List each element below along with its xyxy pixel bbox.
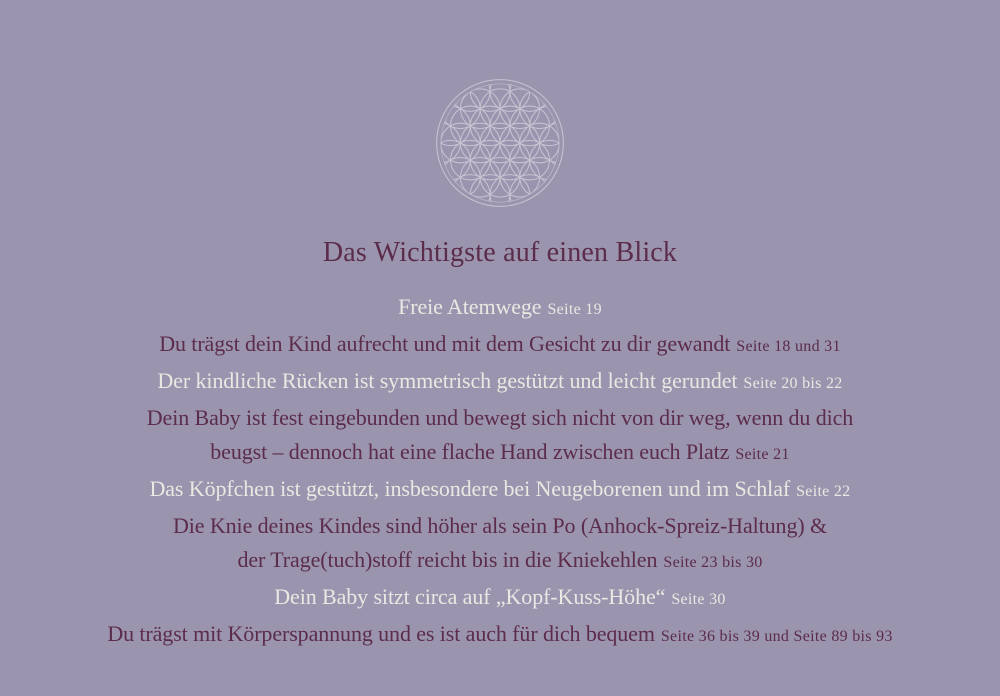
item-text: der Trage(tuch)stoff reicht bis in die Kniekehlen (237, 547, 658, 572)
page-reference: Seite 22 (796, 483, 851, 500)
page-reference: Seite 20 bis 22 (743, 375, 843, 392)
item-text: beugst – dennoch hat eine flache Hand zwischen euch Platz (210, 439, 730, 464)
list-item (25, 617, 975, 654)
list-item (25, 327, 975, 364)
checklist (25, 290, 975, 654)
page-reference: Seite 36 bis 39 und Seite 89 bis 93 (660, 628, 893, 645)
item-text: Das Köpfchen ist gestützt, insbesondere bei Neugeborenen und im Schlaf (149, 476, 791, 501)
list-item (25, 472, 975, 509)
item-text: Die Knie deines Kindes sind höher als sein Po (Anhock-Spreiz-Haltung) & (173, 513, 827, 538)
item-text: Dein Baby ist fest eingebunden und bewegt sich nicht von dir weg, wenn du dich (146, 405, 854, 430)
list-item (25, 364, 975, 401)
page-title: Das Wichtigste auf einen Blick (322, 237, 678, 268)
item-text: Du trägst mit Körperspannung und es ist auch für dich bequem (107, 621, 655, 646)
page-reference: Seite 21 (735, 446, 790, 463)
page-reference: Seite 18 und 31 (736, 338, 841, 355)
item-text: Dein Baby sitzt circa auf „Kopf-Kuss-Höhe“ (274, 584, 666, 609)
page-reference: Seite 23 bis 30 (663, 554, 763, 571)
page-reference: Seite 19 (547, 301, 602, 318)
list-item (25, 509, 975, 580)
flower-of-life-icon (434, 77, 566, 209)
item-text: Freie Atemwege (398, 294, 542, 319)
item-text: Der kindliche Rücken ist symmetrisch gestützt und leicht gerundet (157, 368, 738, 393)
list-item (25, 290, 975, 327)
list-item (25, 580, 975, 617)
list-item (25, 401, 975, 472)
item-text: Du trägst dein Kind aufrecht und mit dem Gesicht zu dir gewandt (159, 331, 731, 356)
page-reference: Seite 30 (671, 591, 726, 608)
